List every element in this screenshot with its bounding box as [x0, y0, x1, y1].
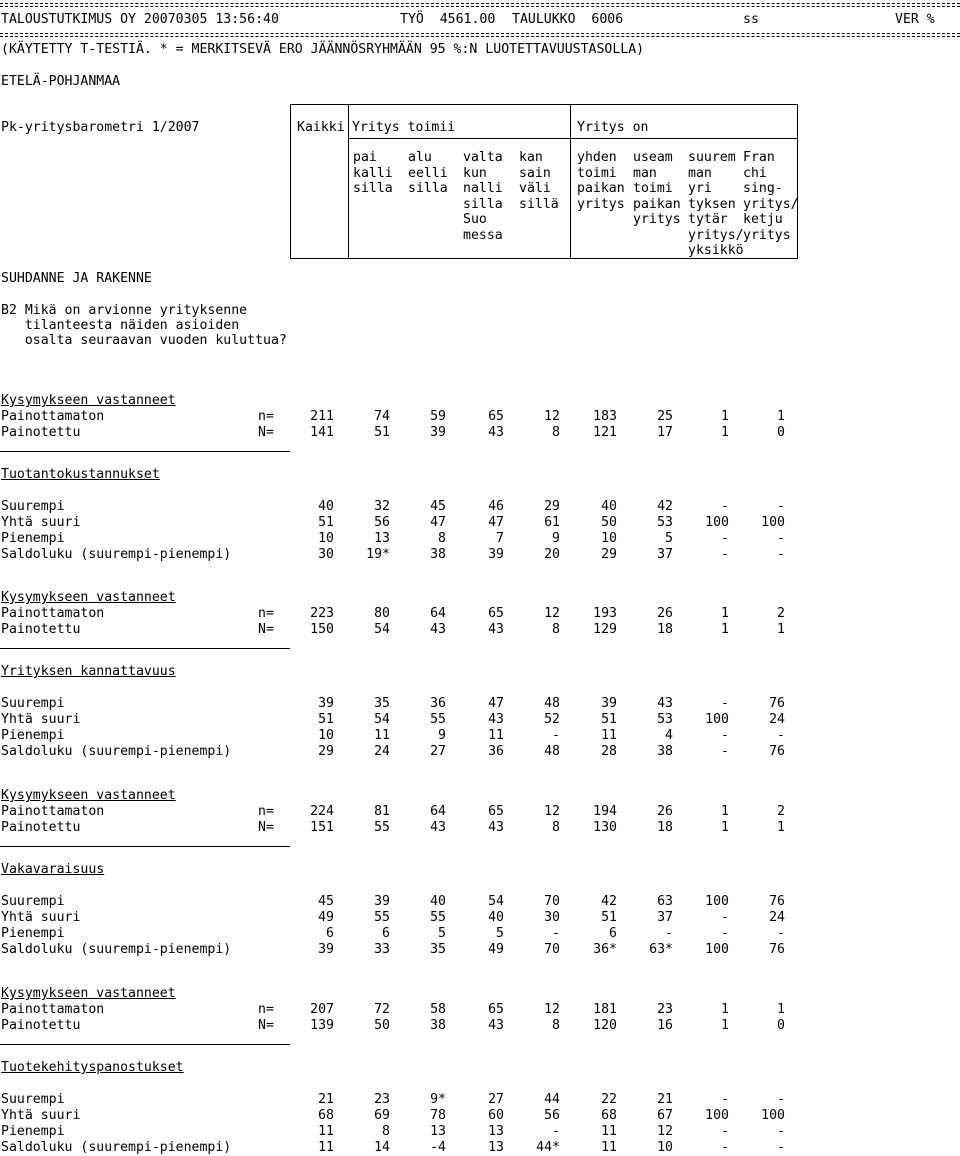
- unweighted-row-value: 193: [593, 606, 617, 621]
- table-row-value: 24: [374, 744, 390, 759]
- weighted-row-value: 54: [374, 622, 390, 637]
- table-row-value: 53: [657, 515, 673, 530]
- region-title: ETELÄ-POHJANMAA: [1, 74, 121, 89]
- unweighted-row-value: 1: [721, 606, 729, 621]
- unweighted-row-value: 23: [657, 1002, 673, 1017]
- header-hline-group: [348, 138, 797, 139]
- weighted-row-value: 8: [552, 1018, 560, 1033]
- table-row-value: 56: [544, 1108, 560, 1123]
- table-row-value: 68: [318, 1108, 334, 1123]
- weighted-row-value: 120: [593, 1018, 617, 1033]
- table-row-value: 9: [438, 728, 446, 743]
- table-row-value: 13: [488, 1140, 504, 1155]
- table-row-value: 39: [601, 696, 617, 711]
- table-row-value: 11: [488, 728, 504, 743]
- table-row-value: -: [777, 728, 785, 743]
- weighted-row-value: 130: [593, 820, 617, 835]
- unweighted-row-value: 194: [593, 804, 617, 819]
- table-row-value: 5: [438, 926, 446, 941]
- table-row-value: 5: [496, 926, 504, 941]
- unweighted-row-value: 223: [310, 606, 334, 621]
- table-row-value: 36: [488, 744, 504, 759]
- unweighted-row-value: 81: [374, 804, 390, 819]
- table-row-value: 47: [488, 696, 504, 711]
- unweighted-row-value: 72: [374, 1002, 390, 1017]
- weighted-row-value: 43: [488, 425, 504, 440]
- unweighted-label: Painottamaton: [1, 1002, 105, 1017]
- block-divider: [0, 648, 290, 649]
- ttest-note: (KÄYTETTY T-TESTIÄ. * = MERKITSEVÄ ERO JÄÄNNÖSRYHMÄÄN 95 %:N LUOTETTAVUUSTASOLLA): [1, 42, 645, 57]
- table-row-value: 43: [657, 696, 673, 711]
- table-row-value: 36: [430, 696, 446, 711]
- weighted-symbol: N=: [258, 1018, 274, 1033]
- respondents-heading: Kysymykseen vastanneet: [1, 986, 176, 1001]
- table-row-label: Suurempi: [1, 499, 65, 514]
- table-row-value: 24: [769, 712, 785, 727]
- block-divider: [0, 1044, 290, 1045]
- table-row-value: 48: [544, 744, 560, 759]
- table-row-value: -: [721, 728, 729, 743]
- weighted-row-value: 55: [374, 820, 390, 835]
- col-group-total: Kaikki: [297, 120, 345, 135]
- unweighted-row-value: 65: [488, 1002, 504, 1017]
- weighted-row-value: 51: [374, 425, 390, 440]
- weighted-row-value: 43: [488, 1018, 504, 1033]
- unweighted-row-value: 26: [657, 804, 673, 819]
- table-row-value: 5: [665, 531, 673, 546]
- weighted-symbol: N=: [258, 425, 274, 440]
- table-row-label: Suurempi: [1, 894, 65, 909]
- table-row-value: 49: [488, 942, 504, 957]
- table-row-value: 4: [665, 728, 673, 743]
- table-row-value: 40: [488, 910, 504, 925]
- weighted-row-value: 1: [721, 622, 729, 637]
- question-text: B2 Mikä on arvionne yrityksenne tilanteesta näiden asioiden osalta seuraavan vuoden kuluttua?: [1, 303, 287, 348]
- table-row-label: Saldoluku (suurempi-pienempi): [1, 744, 232, 759]
- table-row-value: 40: [601, 499, 617, 514]
- table-row-value: 45: [430, 499, 446, 514]
- col-group-on: Yritys on: [577, 120, 649, 135]
- table-row-value: 100: [705, 942, 729, 957]
- table-row-value: -: [552, 728, 560, 743]
- unweighted-row-value: 1: [721, 1002, 729, 1017]
- table-row-value: 23: [374, 1092, 390, 1107]
- weighted-row-value: 16: [657, 1018, 673, 1033]
- table-row-value: 56: [374, 515, 390, 530]
- table-row-value: 51: [318, 712, 334, 727]
- table-row-value: 53: [657, 712, 673, 727]
- table-row-value: 29: [601, 547, 617, 562]
- unweighted-symbol: n=: [258, 409, 274, 424]
- table-row-value: 69: [374, 1108, 390, 1123]
- table-row-label: Saldoluku (suurempi-pienempi): [1, 1140, 232, 1155]
- unweighted-row-value: 1: [721, 804, 729, 819]
- table-row-value: 21: [318, 1092, 334, 1107]
- table-row-value: 100: [761, 515, 785, 530]
- table-row-value: 76: [769, 894, 785, 909]
- table-row-value: 38: [657, 744, 673, 759]
- col-header-franchising: Fran chi sing- yritys/ ketju yritys: [743, 150, 799, 243]
- table-row-value: 6: [609, 926, 617, 941]
- block-title: Yrityksen kannattavuus: [1, 664, 176, 679]
- table-row-value: -: [721, 910, 729, 925]
- table-row-value: -: [721, 1124, 729, 1139]
- col-header-yhden-toimipaikan: yhden toimi paikan yritys: [577, 150, 625, 212]
- table-row-value: 49: [318, 910, 334, 925]
- table-row-label: Yhtä suuri: [1, 515, 81, 530]
- weighted-row-value: 141: [310, 425, 334, 440]
- table-row-value: 14: [374, 1140, 390, 1155]
- weighted-row-value: 0: [777, 1018, 785, 1033]
- table-row-label: Suurempi: [1, 1092, 65, 1107]
- table-row-value: 42: [657, 499, 673, 514]
- unweighted-row-value: 211: [310, 409, 334, 424]
- table-row-value: 47: [488, 515, 504, 530]
- weighted-row-value: 139: [310, 1018, 334, 1033]
- weighted-row-value: 1: [721, 820, 729, 835]
- weighted-row-value: 8: [552, 425, 560, 440]
- table-row-value: 55: [374, 910, 390, 925]
- table-row-value: 70: [544, 942, 560, 957]
- block-title: Tuotantokustannukset: [1, 467, 160, 482]
- table-row-value: 10: [318, 728, 334, 743]
- table-row-value: 35: [430, 942, 446, 957]
- unweighted-symbol: n=: [258, 1002, 274, 1017]
- col-header-suuremman-tytar: suurem man yri tyksen tytär yritys/ yksikkö: [688, 150, 744, 258]
- table-row-value: -: [777, 926, 785, 941]
- weighted-row-value: 1: [721, 425, 729, 440]
- unweighted-label: Painottamaton: [1, 804, 105, 819]
- table-row-value: 100: [761, 1108, 785, 1123]
- unweighted-row-value: 64: [430, 804, 446, 819]
- table-number: TAULUKKO 6006: [512, 12, 624, 27]
- weighted-row-value: 8: [552, 820, 560, 835]
- col-group-toimii: Yritys toimii: [352, 120, 456, 135]
- table-row-value: 8: [382, 1124, 390, 1139]
- table-row-label: Yhtä suuri: [1, 1108, 81, 1123]
- unweighted-row-value: 65: [488, 409, 504, 424]
- col-header-kansainvalisilla: kan sain väli sillä: [519, 150, 559, 212]
- table-row-value: 40: [430, 894, 446, 909]
- block-divider: [0, 846, 290, 847]
- weighted-row-value: 1: [777, 820, 785, 835]
- table-row-value: 11: [318, 1140, 334, 1155]
- table-row-value: 54: [374, 712, 390, 727]
- table-row-value: 13: [374, 531, 390, 546]
- version-label: VER %: [895, 12, 935, 27]
- table-row-value: 9*: [430, 1092, 446, 1107]
- weighted-symbol: N=: [258, 622, 274, 637]
- table-row-value: 42: [601, 894, 617, 909]
- table-row-value: 10: [318, 531, 334, 546]
- table-row-value: 76: [769, 696, 785, 711]
- table-row-value: 45: [318, 894, 334, 909]
- table-row-value: -: [777, 547, 785, 562]
- table-row-value: 40: [318, 499, 334, 514]
- table-row-value: -: [552, 926, 560, 941]
- table-row-value: 27: [430, 744, 446, 759]
- table-row-value: -: [665, 926, 673, 941]
- table-row-value: 52: [544, 712, 560, 727]
- block-divider: [0, 451, 290, 452]
- table-row-value: 51: [601, 712, 617, 727]
- header-hline-top: [290, 104, 797, 105]
- table-row-value: -: [777, 1092, 785, 1107]
- unweighted-row-value: 224: [310, 804, 334, 819]
- company-timestamp: TALOUSTUTKIMUS OY 20070305 13:56:40: [1, 12, 279, 27]
- section-title: SUHDANNE JA RAKENNE: [1, 271, 152, 286]
- table-row-value: 20: [544, 547, 560, 562]
- table-row-value: -: [552, 1124, 560, 1139]
- table-row-label: Yhtä suuri: [1, 910, 81, 925]
- table-row-value: 39: [318, 942, 334, 957]
- unweighted-row-value: 181: [593, 1002, 617, 1017]
- weighted-row-value: 50: [374, 1018, 390, 1033]
- table-row-value: 70: [544, 894, 560, 909]
- table-row-value: 63: [657, 894, 673, 909]
- table-row-value: 76: [769, 744, 785, 759]
- block-title: Vakavaraisuus: [1, 862, 105, 877]
- respondents-heading: Kysymykseen vastanneet: [1, 590, 176, 605]
- table-row-value: 11: [601, 728, 617, 743]
- table-row-value: -: [721, 531, 729, 546]
- unweighted-row-value: 2: [777, 606, 785, 621]
- table-row-label: Yhtä suuri: [1, 712, 81, 727]
- table-row-value: 43: [488, 712, 504, 727]
- respondents-heading: Kysymykseen vastanneet: [1, 393, 176, 408]
- table-row-value: 39: [318, 696, 334, 711]
- table-row-label: Pienempi: [1, 1124, 65, 1139]
- ss-label: ss: [743, 12, 759, 27]
- table-row-label: Pienempi: [1, 531, 65, 546]
- unweighted-row-value: 26: [657, 606, 673, 621]
- weighted-row-value: 43: [488, 820, 504, 835]
- table-row-value: 11: [374, 728, 390, 743]
- col-header-valtakunnallisilla: valta kun nalli silla Suo messa: [463, 150, 503, 243]
- table-row-value: -: [721, 744, 729, 759]
- table-row-value: 55: [430, 910, 446, 925]
- table-row-value: -: [721, 1140, 729, 1155]
- table-row-value: 13: [488, 1124, 504, 1139]
- unweighted-row-value: 12: [544, 804, 560, 819]
- weighted-row-value: 151: [310, 820, 334, 835]
- table-row-value: 55: [430, 712, 446, 727]
- table-row-value: 48: [544, 696, 560, 711]
- table-row-value: 30: [544, 910, 560, 925]
- table-row-value: 76: [769, 942, 785, 957]
- table-row-value: 32: [374, 499, 390, 514]
- table-row-value: 11: [601, 1124, 617, 1139]
- table-row-value: 27: [488, 1092, 504, 1107]
- table-row-value: 21: [657, 1092, 673, 1107]
- unweighted-row-value: 80: [374, 606, 390, 621]
- table-row-value: 9: [552, 531, 560, 546]
- table-row-value: 22: [601, 1092, 617, 1107]
- unweighted-row-value: 74: [374, 409, 390, 424]
- table-row-label: Pienempi: [1, 926, 65, 941]
- unweighted-row-value: 207: [310, 1002, 334, 1017]
- table-row-value: 38: [430, 547, 446, 562]
- table-row-value: -: [721, 696, 729, 711]
- unweighted-row-value: 64: [430, 606, 446, 621]
- table-row-value: -: [777, 1140, 785, 1155]
- weighted-row-value: 18: [657, 820, 673, 835]
- weighted-row-value: 18: [657, 622, 673, 637]
- table-row-value: 36*: [593, 942, 617, 957]
- table-row-value: 50: [601, 515, 617, 530]
- table-row-label: Saldoluku (suurempi-pienempi): [1, 547, 232, 562]
- unweighted-label: Painottamaton: [1, 409, 105, 424]
- table-row-value: 6: [326, 926, 334, 941]
- table-row-value: 29: [318, 744, 334, 759]
- table-row-value: 100: [705, 515, 729, 530]
- table-row-label: Suurempi: [1, 696, 65, 711]
- table-row-value: 39: [488, 547, 504, 562]
- table-row-label: Pienempi: [1, 728, 65, 743]
- table-row-value: -: [721, 499, 729, 514]
- table-row-value: 37: [657, 910, 673, 925]
- unweighted-row-value: 25: [657, 409, 673, 424]
- unweighted-symbol: n=: [258, 804, 274, 819]
- header-vline-on: [570, 104, 571, 259]
- table-row-value: 67: [657, 1108, 673, 1123]
- weighted-row-value: 8: [552, 622, 560, 637]
- table-row-value: 35: [374, 696, 390, 711]
- table-row-value: 33: [374, 942, 390, 957]
- table-row-value: 100: [705, 894, 729, 909]
- table-row-value: 44*: [536, 1140, 560, 1155]
- table-row-value: 29: [544, 499, 560, 514]
- table-row-value: 11: [318, 1124, 334, 1139]
- unweighted-row-value: 2: [777, 804, 785, 819]
- table-row-value: 51: [601, 910, 617, 925]
- table-row-label: Saldoluku (suurempi-pienempi): [1, 942, 232, 957]
- weighted-row-value: 17: [657, 425, 673, 440]
- weighted-label: Painotettu: [1, 1018, 81, 1033]
- col-header-useamman-toimipaikan: useam man toimi paikan yritys: [633, 150, 681, 227]
- weighted-row-value: 39: [430, 425, 446, 440]
- table-row-value: 100: [705, 1108, 729, 1123]
- weighted-row-value: 0: [777, 425, 785, 440]
- table-row-value: 10: [657, 1140, 673, 1155]
- top-separator: [0, 3, 960, 7]
- unweighted-row-value: 1: [721, 409, 729, 424]
- unweighted-row-value: 58: [430, 1002, 446, 1017]
- table-row-value: 12: [657, 1124, 673, 1139]
- unweighted-row-value: 12: [544, 1002, 560, 1017]
- table-row-value: 60: [488, 1108, 504, 1123]
- table-row-value: 28: [601, 744, 617, 759]
- table-row-value: -: [777, 531, 785, 546]
- table-row-value: 8: [438, 531, 446, 546]
- table-row-value: 51: [318, 515, 334, 530]
- weighted-row-value: 1: [777, 622, 785, 637]
- unweighted-row-value: 59: [430, 409, 446, 424]
- table-row-value: 100: [705, 712, 729, 727]
- table-row-value: 30: [318, 547, 334, 562]
- table-row-value: -: [721, 1092, 729, 1107]
- unweighted-row-value: 1: [777, 409, 785, 424]
- respondents-heading: Kysymykseen vastanneet: [1, 788, 176, 803]
- unweighted-label: Painottamaton: [1, 606, 105, 621]
- table-row-value: 10: [601, 531, 617, 546]
- table-row-value: 13: [430, 1124, 446, 1139]
- table-row-value: 6: [382, 926, 390, 941]
- table-row-value: 11: [601, 1140, 617, 1155]
- job-number: TYÖ 4561.00: [400, 12, 496, 27]
- unweighted-symbol: n=: [258, 606, 274, 621]
- table-row-value: 54: [488, 894, 504, 909]
- header-separator: [0, 33, 960, 37]
- table-row-value: 63*: [649, 942, 673, 957]
- weighted-label: Painotettu: [1, 622, 81, 637]
- unweighted-row-value: 12: [544, 606, 560, 621]
- table-row-value: 68: [601, 1108, 617, 1123]
- weighted-row-value: 150: [310, 622, 334, 637]
- weighted-row-value: 43: [430, 622, 446, 637]
- weighted-row-value: 43: [430, 820, 446, 835]
- table-row-value: 7: [496, 531, 504, 546]
- weighted-row-value: 1: [721, 1018, 729, 1033]
- weighted-row-value: 43: [488, 622, 504, 637]
- unweighted-row-value: 1: [777, 1002, 785, 1017]
- weighted-symbol: N=: [258, 820, 274, 835]
- unweighted-row-value: 65: [488, 804, 504, 819]
- weighted-label: Painotettu: [1, 425, 81, 440]
- header-vline-toimii: [348, 104, 349, 259]
- table-row-value: 37: [657, 547, 673, 562]
- weighted-row-value: 121: [593, 425, 617, 440]
- block-title: Tuotekehityspanostukset: [1, 1060, 184, 1075]
- table-row-value: 78: [430, 1108, 446, 1123]
- weighted-row-value: 129: [593, 622, 617, 637]
- unweighted-row-value: 65: [488, 606, 504, 621]
- table-row-value: -: [721, 926, 729, 941]
- survey-title: Pk-yritysbarometri 1/2007: [1, 120, 200, 135]
- table-row-value: 19*: [366, 547, 390, 562]
- table-row-value: -4: [430, 1140, 446, 1155]
- table-row-value: 61: [544, 515, 560, 530]
- weighted-row-value: 38: [430, 1018, 446, 1033]
- table-row-value: -: [721, 547, 729, 562]
- table-row-value: -: [777, 499, 785, 514]
- table-row-value: -: [777, 1124, 785, 1139]
- table-row-value: 24: [769, 910, 785, 925]
- col-header-alueellisilla: alu eelli silla: [408, 150, 448, 196]
- col-header-paikallisilla: pai kalli silla: [353, 150, 393, 196]
- table-row-value: 39: [374, 894, 390, 909]
- header-vline-total: [290, 104, 291, 259]
- unweighted-row-value: 183: [593, 409, 617, 424]
- table-row-value: 46: [488, 499, 504, 514]
- table-row-value: 47: [430, 515, 446, 530]
- table-row-value: 44: [544, 1092, 560, 1107]
- unweighted-row-value: 12: [544, 409, 560, 424]
- weighted-label: Painotettu: [1, 820, 81, 835]
